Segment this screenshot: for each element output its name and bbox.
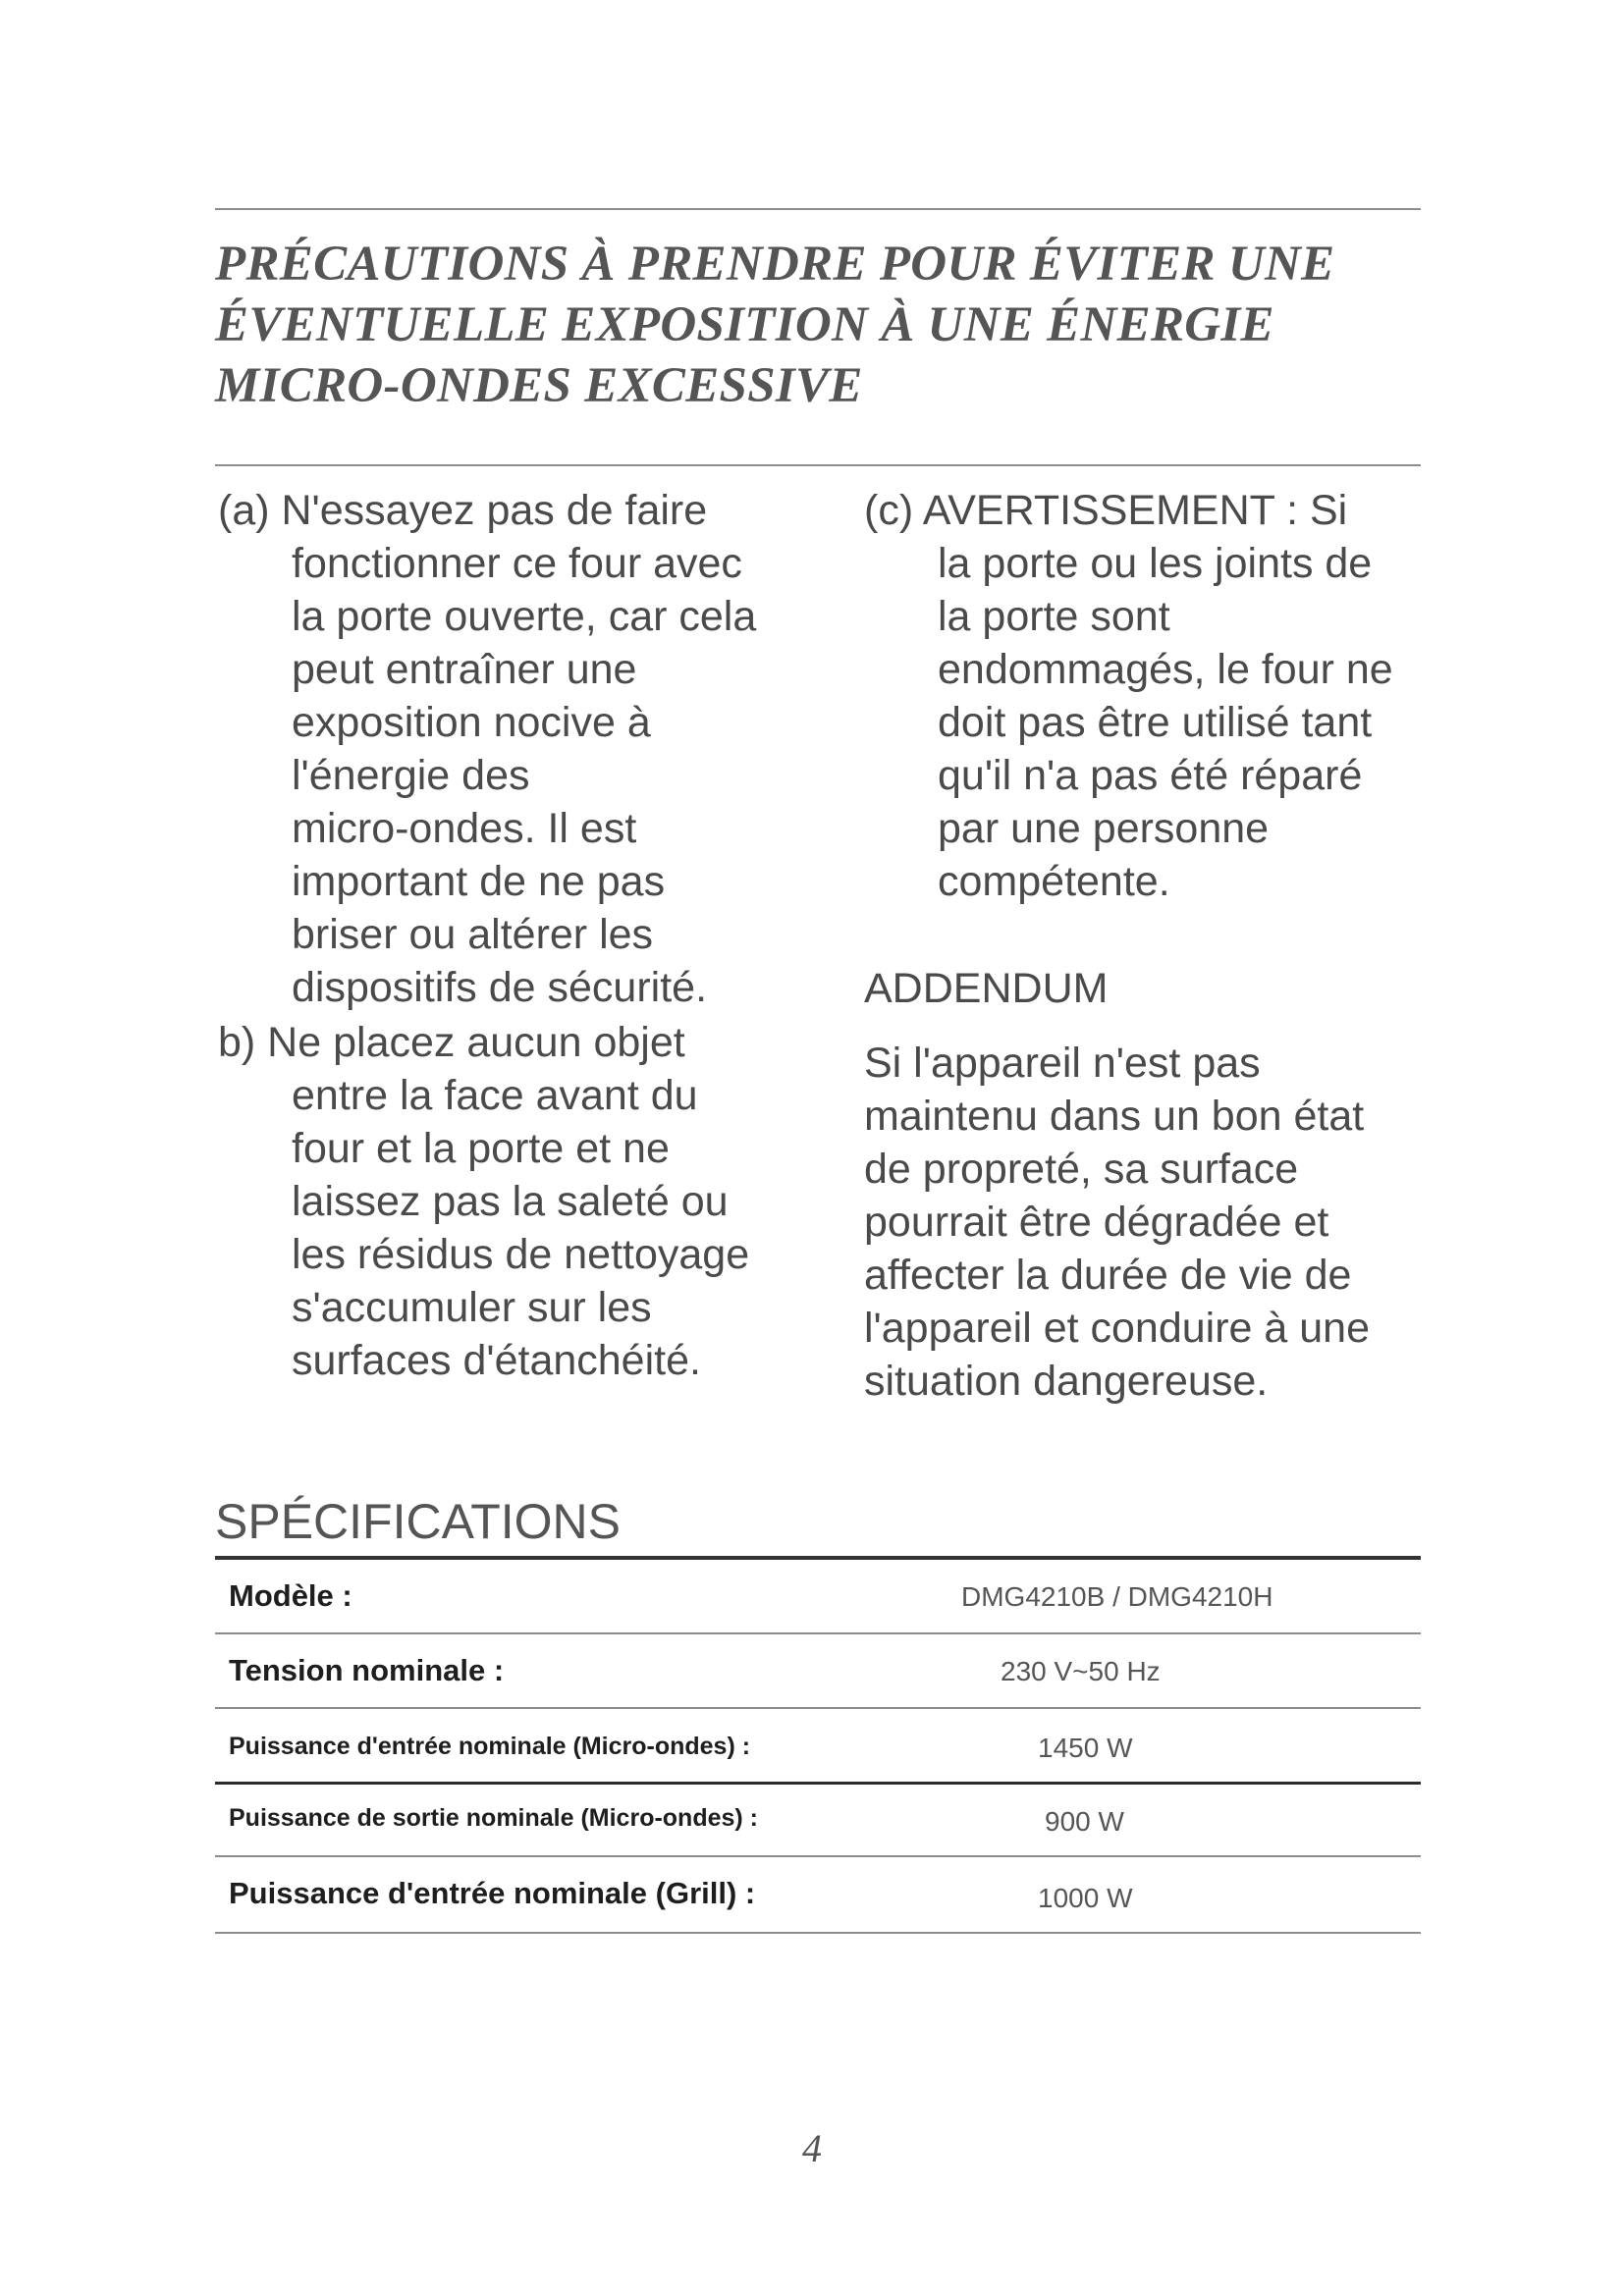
- precaution-item-a: [218, 484, 756, 1014]
- item-c-line: qu'il n'a pas été réparé: [938, 752, 1363, 799]
- item-a-line: fonctionner ce four avec: [292, 540, 742, 587]
- item-a-line: l'énergie des: [292, 752, 530, 799]
- spec-row-voltage: [215, 1634, 1421, 1707]
- spec-value: 900 W: [1045, 1806, 1124, 1837]
- spec-row-microwave-output: [215, 1785, 1421, 1855]
- item-a-line: peut entraîner une: [292, 646, 637, 693]
- addendum-line: situation dangereuse.: [864, 1358, 1269, 1405]
- item-c-line: la porte ou les joints de: [938, 540, 1373, 587]
- item-c-line: par une personne: [938, 805, 1270, 852]
- specifications-title: SPÉCIFICATIONS: [215, 1494, 622, 1549]
- spec-value: 1450 W: [1038, 1733, 1133, 1763]
- precaution-item-b: [218, 1016, 749, 1387]
- spec-label: Tension nominale :: [229, 1653, 505, 1687]
- item-b-line: surfaces d'étanchéité.: [292, 1337, 701, 1384]
- title-line: PRÉCAUTIONS À PRENDRE POUR ÉVITER UNE: [215, 237, 1335, 292]
- spec-row-microwave-input: [215, 1709, 1421, 1782]
- precaution-item-c: [864, 484, 1393, 908]
- item-a-line: la porte ouverte, car cela: [292, 593, 757, 640]
- item-a-line: (a) N'essayez pas de faire: [218, 487, 708, 534]
- item-c-line: (c) AVERTISSEMENT : Si: [864, 487, 1348, 534]
- table-bottom-rule: [215, 1932, 1421, 1934]
- item-a-line: micro-ondes. Il est: [292, 805, 637, 852]
- warning-title: [215, 234, 1433, 416]
- addendum-heading: ADDENDUM: [864, 965, 1109, 1012]
- item-c-line: endommagés, le four ne: [938, 646, 1393, 693]
- addendum-line: pourrait être dégradée et: [864, 1199, 1329, 1246]
- top-rule: [215, 208, 1421, 210]
- item-b-line: b) Ne placez aucun objet: [218, 1019, 685, 1066]
- title-line: ÉVENTUELLE EXPOSITION À UNE ÉNERGIE: [215, 297, 1274, 352]
- item-c-line: doit pas être utilisé tant: [938, 699, 1373, 746]
- item-c-line: compétente.: [938, 858, 1170, 905]
- spec-value: 1000 W: [1038, 1883, 1133, 1913]
- item-b-line: four et la porte et ne: [292, 1125, 670, 1172]
- item-a-line: dispositifs de sécurité.: [292, 964, 708, 1011]
- title-line: MICRO-ONDES EXCESSIVE: [215, 358, 863, 413]
- spec-label: Modèle :: [229, 1578, 352, 1613]
- spec-value: 230 V~50 Hz: [1001, 1656, 1161, 1686]
- addendum-line: maintenu dans un bon état: [864, 1093, 1365, 1140]
- addendum-line: Si l'appareil n'est pas: [864, 1040, 1261, 1087]
- item-b-line: s'accumuler sur les: [292, 1284, 652, 1331]
- item-a-line: exposition nocive à: [292, 699, 651, 746]
- spec-label: Puissance d'entrée nominale (Micro-ondes) :: [229, 1733, 751, 1760]
- spec-label: Puissance de sortie nominale (Micro-ondes) :: [229, 1804, 759, 1832]
- spec-row-grill-input: [215, 1857, 1421, 1932]
- spec-row-model: [215, 1560, 1421, 1632]
- addendum-line: affecter la durée de vie de: [864, 1252, 1352, 1299]
- spec-value: DMG4210B / DMG4210H: [961, 1581, 1273, 1612]
- item-c-line: la porte sont: [938, 593, 1170, 640]
- item-b-line: entre la face avant du: [292, 1072, 698, 1119]
- spec-label: Puissance d'entrée nominale (Grill) :: [229, 1876, 756, 1910]
- title-bottom-rule: [215, 464, 1421, 466]
- item-a-line: important de ne pas: [292, 858, 666, 905]
- item-a-line: briser ou altérer les: [292, 911, 654, 958]
- item-b-line: les résidus de nettoyage: [292, 1231, 750, 1278]
- addendum-line: l'appareil et conduire à une: [864, 1305, 1371, 1352]
- addendum: [864, 962, 1370, 1408]
- addendum-line: de propreté, sa surface: [864, 1146, 1299, 1193]
- item-b-line: laissez pas la saleté ou: [292, 1178, 729, 1225]
- page-number: 4: [802, 2126, 822, 2170]
